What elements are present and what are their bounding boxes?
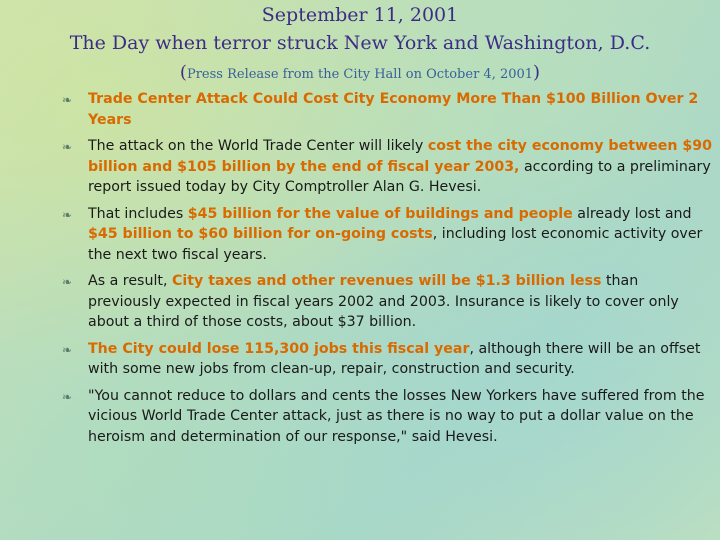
bullet-item [62, 204, 712, 266]
body-text: , including lost economic activity over the next two fiscal years. [88, 226, 703, 263]
body-text: "You cannot reduce to dollars and cents the losses New Yorkers have suffered from the vicious World Trade Center attack, just as there is no way to put a dollar value on the heroism and determination of our response," said Hevesi. [88, 387, 705, 445]
leaf-bullet-icon: ❧ [62, 389, 73, 404]
source-text: Press Release from the City Hall on October 4, 2001 [186, 67, 534, 82]
leaf-bullet-icon: ❧ [62, 140, 73, 154]
leaf-bullet-icon: ❧ [62, 93, 73, 107]
bullet-item [62, 136, 712, 198]
bullet-item [62, 89, 712, 130]
highlight-text: cost the city economy between $90 billion and $105 billion by the end of fiscal year 2003, [88, 138, 712, 175]
body-text: , although there will be an offset with some new jobs from clean-up, repair, construction and security. [88, 340, 701, 377]
bullet-list [62, 89, 712, 453]
bullet-item [62, 339, 712, 380]
body-text: according to a preliminary report issued today by City Comptroller Alan G. Hevesi. [88, 158, 711, 195]
body-text: As a result, [88, 273, 172, 289]
highlight-text: The City could lose 115,300 jobs this fiscal year [88, 340, 470, 357]
highlight-text: $45 billion to $60 billion for on-going costs [88, 226, 433, 242]
leaf-bullet-icon: ❧ [62, 275, 73, 289]
bullet-item [62, 271, 712, 333]
title-headline: The Day when terror struck New York and Washington, D.C. [69, 32, 651, 54]
title-source [0, 62, 720, 83]
body-text: That includes [88, 205, 188, 222]
leaf-bullet-icon: ❧ [62, 342, 73, 357]
source-close-paren: ) [533, 62, 541, 83]
body-text: The attack on the World Trade Center will likely [88, 138, 428, 154]
highlight-text: Trade Center Attack Could Cost City Economy More Than $100 Billion Over 2 Years [88, 91, 699, 128]
body-text: than previously expected in fiscal years 2002 and 2003. Insurance is likely to cover only about a third of those costs, about $37 billion. [88, 273, 679, 330]
bullet-item [62, 386, 712, 448]
leaf-bullet-icon: ❧ [62, 207, 73, 222]
body-text: already lost and [572, 205, 692, 222]
highlight-text: City taxes and other revenues will be $1.3 billion less [171, 273, 602, 289]
highlight-text: $45 billion for the value of buildings and people [187, 205, 573, 222]
title-date: September 11, 2001 [261, 4, 459, 26]
source-open-paren: ( [179, 62, 187, 83]
